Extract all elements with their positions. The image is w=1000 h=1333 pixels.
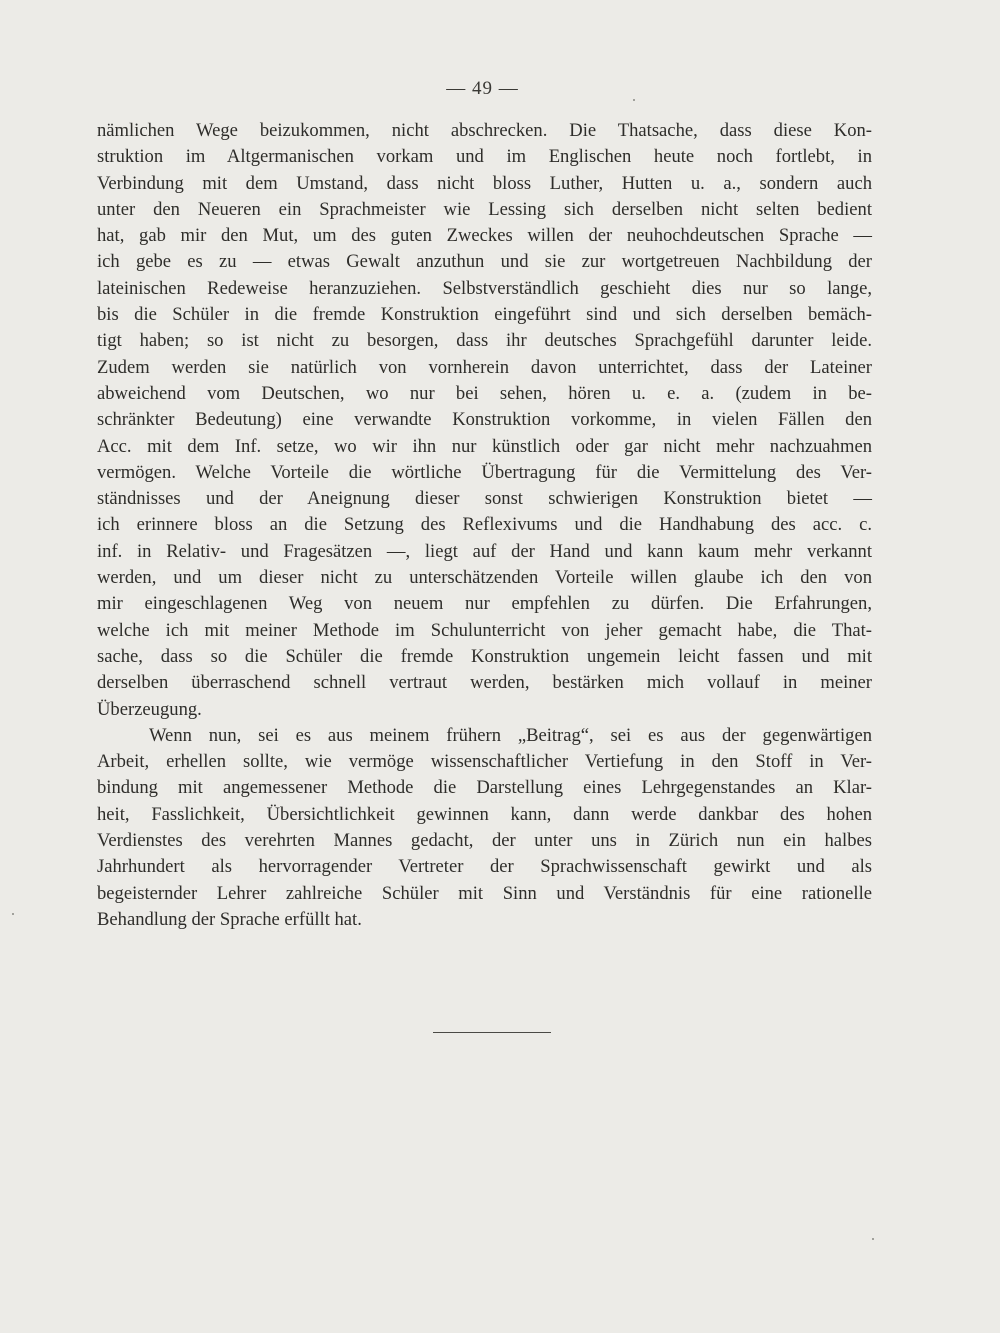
text-line: Jahrhundert als hervorragender Vertreter der Sprachwissenschaft gewirkt und als bbox=[97, 856, 872, 878]
text-line: Zudem werden sie natürlich von vornherein davon unterrichtet, dass der Lateiner bbox=[97, 356, 872, 378]
text-line: bis die Schüler in die fremde Konstruktion eingeführt sind und sich derselben bemäch- bbox=[97, 304, 872, 326]
paper-speck bbox=[12, 913, 14, 915]
text-line: bindung mit angemessener Methode die Darstellung eines Lehrgegenstandes an Klar- bbox=[97, 777, 872, 799]
text-line: Überzeugung. bbox=[97, 698, 202, 720]
text-line: Verdienstes des verehrten Mannes gedacht, der unter uns in Zürich nun ein halbes bbox=[97, 830, 872, 852]
text-line: unter den Neueren ein Sprachmeister wie Lessing sich derselben nicht selten bedient bbox=[97, 198, 872, 220]
paragraph-1 bbox=[97, 118, 872, 723]
text-line: Wenn nun, sei es aus meinem frühern „Beitrag“, sei es aus der gegenwärtigen bbox=[149, 724, 872, 746]
text-line: Verbindung mit dem Umstand, dass nicht bloss Luther, Hutten u. a., sondern auch bbox=[97, 172, 872, 194]
text-line: begeisternder Lehrer zahlreiche Schüler mit Sinn und Verständnis für eine rationelle bbox=[97, 882, 872, 904]
page-number: — 49 — bbox=[446, 78, 519, 99]
text-line: abweichend vom Deutschen, wo nur bei sehen, hören u. e. a. (zudem in be- bbox=[97, 382, 872, 404]
text-line: ich gebe es zu — etwas Gewalt anzuthun und sie zur wortgetreuen Nachbildung der bbox=[97, 251, 872, 273]
text-line: derselben überraschend schnell vertraut werden, bestärken mich vollauf in meiner bbox=[97, 672, 872, 694]
text-line: vermögen. Welche Vorteile die wörtliche Übertragung für die Vermittelung des Ver- bbox=[97, 461, 872, 483]
text-line: heit, Fasslichkeit, Übersichtlichkeit gewinnen kann, dann werde dankbar des hohen bbox=[97, 803, 872, 825]
text-line: tigt haben; so ist nicht zu besorgen, dass ihr deutsches Sprachgefühl darunter leide. bbox=[97, 330, 872, 352]
text-line: struktion im Altgermanischen vorkam und im Englischen heute noch fortlebt, in bbox=[97, 146, 872, 168]
body-text bbox=[97, 118, 872, 933]
text-line: ständnisses und der Aneignung dieser sonst schwierigen Konstruktion bietet — bbox=[97, 488, 872, 510]
text-line: hat, gab mir den Mut, um des guten Zweckes willen der neuhochdeutschen Sprache — bbox=[97, 225, 872, 247]
text-line: mir eingeschlagenen Weg von neuem nur empfehlen zu dürfen. Die Erfahrungen, bbox=[97, 593, 872, 615]
paper-speck bbox=[872, 1238, 874, 1240]
closing-rule bbox=[433, 1032, 551, 1033]
text-line: nämlichen Wege beizukommen, nicht abschrecken. Die Thatsache, dass diese Kon- bbox=[97, 120, 872, 141]
text-line: inf. in Relativ- und Fragesätzen —, liegt auf der Hand und kann kaum mehr verkannt bbox=[97, 540, 872, 562]
text-line: Behandlung der Sprache erfüllt hat. bbox=[97, 908, 362, 930]
text-line: ich erinnere bloss an die Setzung des Reflexivums und die Handhabung des acc. c. bbox=[97, 514, 872, 536]
text-line: werden, und um dieser nicht zu unterschätzenden Vorteile willen glaube ich den von bbox=[97, 567, 872, 589]
text-line: Acc. mit dem Inf. setze, wo wir ihn nur künstlich oder gar nicht mehr nachzuahmen bbox=[97, 435, 872, 457]
text-line: lateinischen Redeweise heranzuziehen. Selbstverständlich geschieht dies nur so lange, bbox=[97, 277, 872, 299]
text-line: welche ich mit meiner Methode im Schulunterricht von jeher gemacht habe, die That- bbox=[97, 619, 872, 641]
paper-speck bbox=[633, 99, 635, 101]
text-line: Arbeit, erhellen sollte, wie vermöge wissenschaftlicher Vertiefung in den Stoff in Ver- bbox=[97, 751, 872, 773]
text-line: schränkter Bedeutung) eine verwandte Konstruktion vorkomme, in vielen Fällen den bbox=[97, 409, 872, 431]
text-line: sache, dass so die Schüler die fremde Konstruktion ungemein leicht fassen und mit bbox=[97, 645, 872, 667]
paragraph-2 bbox=[97, 723, 872, 933]
